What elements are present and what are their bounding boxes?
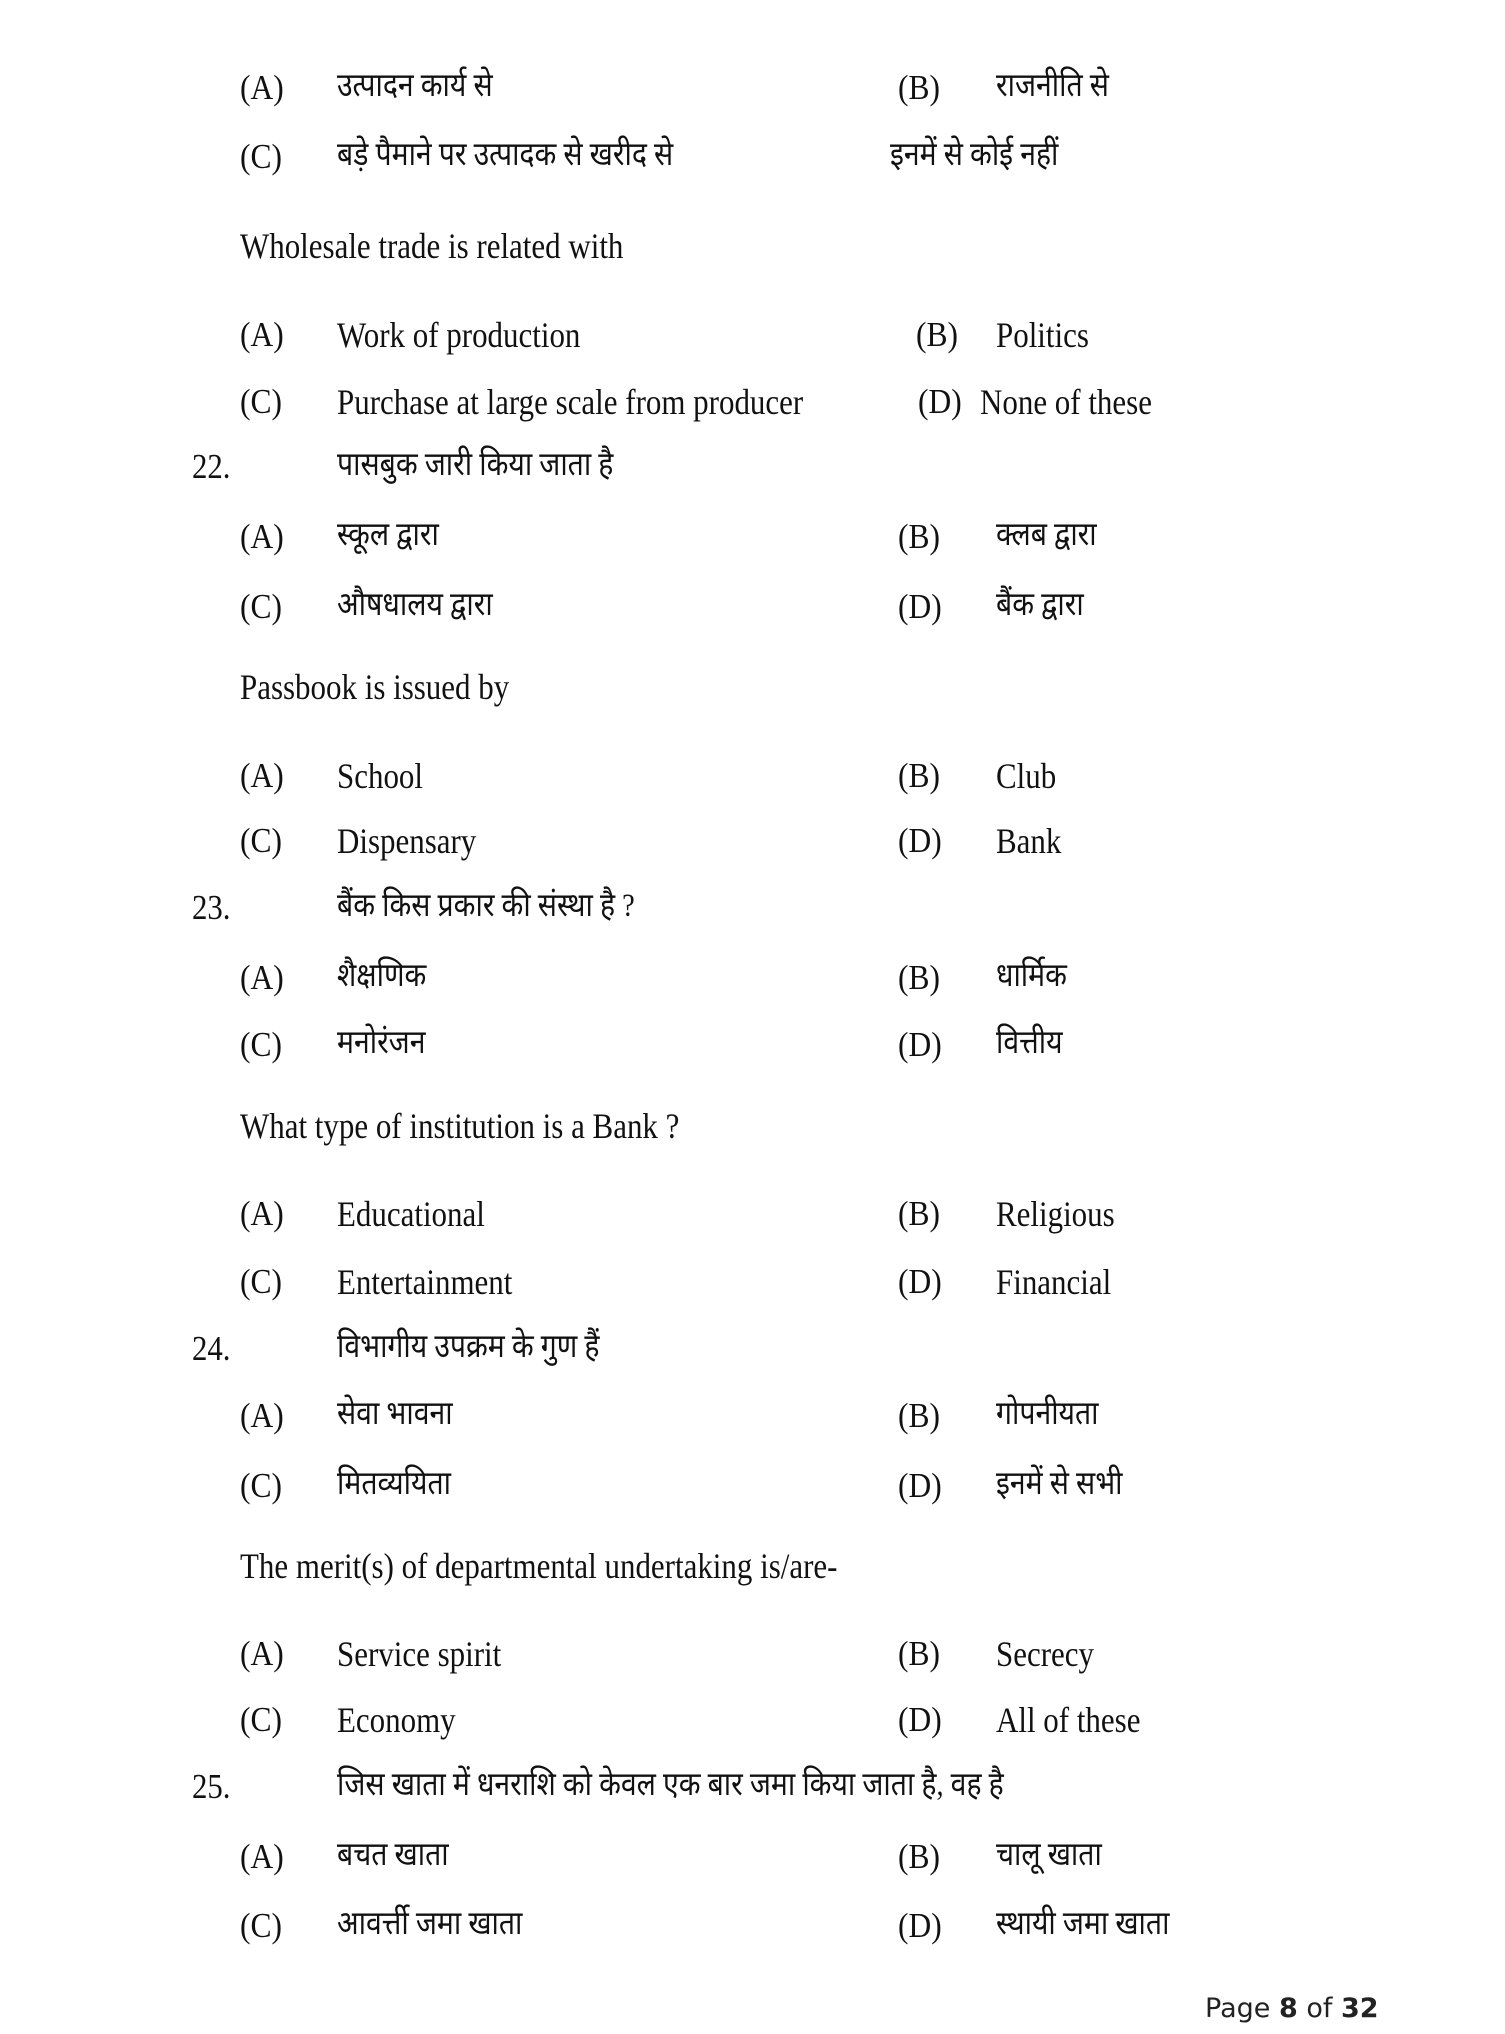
option-text: राजनीति से <box>996 68 1109 104</box>
option-label: (B) <box>898 1634 940 1673</box>
option-text: इनमें से कोई नहीं <box>890 137 1059 173</box>
question-text-hindi: जिस खाता में धनराशि को केवल एक बार जमा किया जाता है, वह है <box>337 1767 1004 1803</box>
question-number: 22. <box>192 447 231 486</box>
option-label: (B) <box>916 315 958 354</box>
page-number-footer <box>1205 1993 1379 2024</box>
option-label: (A) <box>240 517 284 556</box>
option-label: (A) <box>240 1396 284 1435</box>
option-text: सेवा भावना <box>337 1396 453 1432</box>
option-label: (B) <box>898 517 940 556</box>
option-text: Service spirit <box>337 1634 502 1674</box>
option-text: मितव्ययिता <box>337 1466 452 1502</box>
option-text: School <box>337 756 424 796</box>
question-number: 24. <box>192 1329 231 1368</box>
option-label: (D) <box>898 1466 942 1505</box>
option-label: (C) <box>240 1262 282 1301</box>
option-label: (C) <box>240 587 282 626</box>
option-text: मनोरंजन <box>337 1025 426 1061</box>
option-label: (C) <box>240 1025 282 1064</box>
option-text: स्कूल द्वारा <box>337 517 439 553</box>
question-text-english: Passbook is issued by <box>240 667 510 707</box>
option-text: चालू खाता <box>996 1837 1102 1873</box>
option-label: (A) <box>240 1634 284 1673</box>
option-label: (C) <box>240 1466 282 1505</box>
option-label: (A) <box>240 68 284 107</box>
page-prefix: Page <box>1205 1993 1271 2024</box>
option-label: (B) <box>898 756 940 795</box>
option-text: Bank <box>996 821 1062 861</box>
option-text: All of these <box>996 1700 1141 1740</box>
option-label: (C) <box>240 821 282 860</box>
option-label: (C) <box>240 382 282 421</box>
option-text: Educational <box>337 1194 485 1234</box>
question-text-hindi: पासबुक जारी किया जाता है <box>337 447 614 483</box>
option-label: (D) <box>898 1700 942 1739</box>
option-label: (D) <box>898 821 942 860</box>
option-label: (D) <box>898 1262 942 1301</box>
option-text: बचत खाता <box>337 1837 449 1873</box>
option-label: (C) <box>240 1906 282 1945</box>
question-text-hindi: बैंक किस प्रकार की संस्था है ? <box>337 888 635 924</box>
option-label: (A) <box>240 1837 284 1876</box>
page-current: 8 <box>1278 1993 1298 2024</box>
option-text: Financial <box>996 1262 1112 1302</box>
option-label: (C) <box>240 1700 282 1739</box>
question-text-english: Wholesale trade is related with <box>240 226 624 266</box>
option-label: (B) <box>898 958 940 997</box>
option-text: औषधालय द्वारा <box>337 587 493 623</box>
question-number: 23. <box>192 888 231 927</box>
option-text: Club <box>996 756 1057 796</box>
option-label: (B) <box>898 68 940 107</box>
option-text: बड़े पैमाने पर उत्पादक से खरीद से <box>337 137 674 173</box>
option-text: Work of production <box>337 315 581 355</box>
option-text: Dispensary <box>337 821 477 861</box>
option-label: (D) <box>898 1906 942 1945</box>
option-label: (A) <box>240 1194 284 1233</box>
page-total: 32 <box>1340 1993 1379 2024</box>
option-label: (D) <box>918 382 962 421</box>
option-text: Purchase at large scale from producer <box>337 382 804 422</box>
question-text-english: What type of institution is a Bank ? <box>240 1106 680 1146</box>
option-text: वित्तीय <box>996 1025 1063 1061</box>
option-text: धार्मिक <box>996 958 1067 994</box>
option-label: (C) <box>240 137 282 176</box>
option-text: Economy <box>337 1700 456 1740</box>
option-text: गोपनीयता <box>996 1396 1099 1432</box>
option-text: आवर्त्ती जमा खाता <box>337 1906 523 1942</box>
option-text: क्लब द्वारा <box>996 517 1097 553</box>
option-label: (D) <box>898 587 942 626</box>
option-text: Entertainment <box>337 1262 513 1302</box>
option-label: (B) <box>898 1396 940 1435</box>
option-text: None of these <box>980 382 1152 422</box>
option-text: शैक्षणिक <box>337 958 427 994</box>
question-number: 25. <box>192 1767 231 1806</box>
option-label: (B) <box>898 1837 940 1876</box>
page-of: of <box>1306 1993 1333 2024</box>
option-text: Religious <box>996 1194 1115 1234</box>
option-text: बैंक द्वारा <box>996 587 1084 623</box>
option-label: (A) <box>240 315 284 354</box>
question-text-english: The merit(s) of departmental undertaking is/are- <box>240 1546 838 1586</box>
option-label: (D) <box>898 1025 942 1064</box>
option-text: Politics <box>996 315 1089 355</box>
option-label: (B) <box>898 1194 940 1233</box>
option-text: Secrecy <box>996 1634 1094 1674</box>
option-text: उत्पादन कार्य से <box>337 68 493 104</box>
option-text: स्थायी जमा खाता <box>996 1906 1170 1942</box>
option-text: इनमें से सभी <box>996 1466 1123 1502</box>
option-label: (A) <box>240 958 284 997</box>
option-label: (A) <box>240 756 284 795</box>
question-text-hindi: विभागीय उपक्रम के गुण हैं <box>337 1329 600 1365</box>
